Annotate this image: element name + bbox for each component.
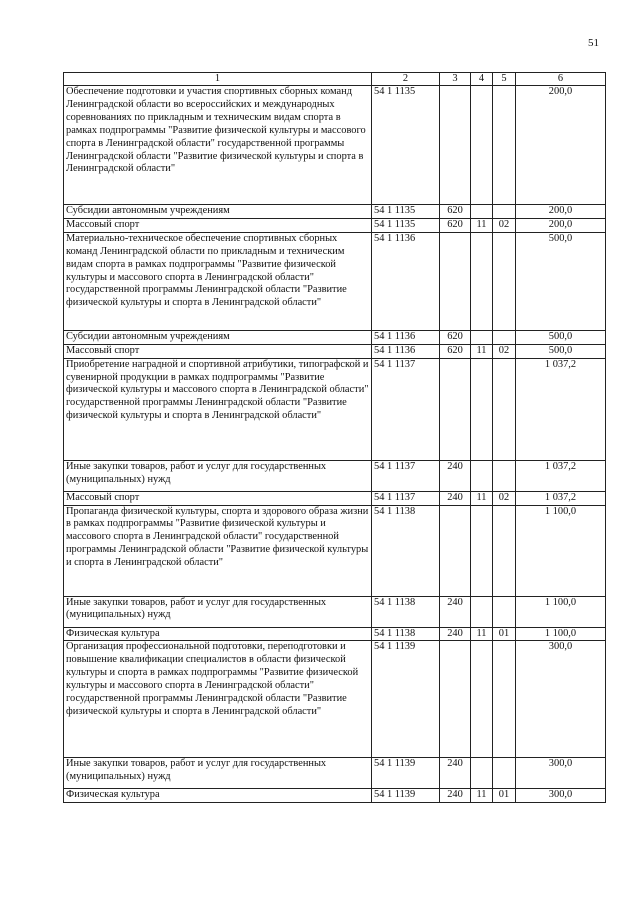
table-row [64, 758, 606, 789]
section-code [471, 596, 493, 627]
target-article-code: 54 1 1139 [372, 758, 440, 789]
budget-table [63, 72, 606, 803]
amount: 200,0 [516, 205, 606, 219]
amount: 300,0 [516, 641, 606, 758]
amount: 1 100,0 [516, 627, 606, 641]
amount: 500,0 [516, 330, 606, 344]
section-code [471, 86, 493, 205]
subsection-code [493, 358, 516, 460]
subsection-code: 01 [493, 789, 516, 803]
amount: 1 037,2 [516, 358, 606, 460]
row-description: Массовый спорт [64, 491, 372, 505]
table-row [64, 491, 606, 505]
table-row [64, 460, 606, 491]
expense-type-code: 620 [440, 330, 471, 344]
expense-type-code [440, 505, 471, 596]
target-article-code: 54 1 1135 [372, 205, 440, 219]
table-row [64, 344, 606, 358]
section-code [471, 758, 493, 789]
target-article-code: 54 1 1138 [372, 596, 440, 627]
expense-type-code: 620 [440, 205, 471, 219]
table-header-row [64, 73, 606, 86]
section-code: 11 [471, 491, 493, 505]
amount: 300,0 [516, 789, 606, 803]
section-code: 11 [471, 218, 493, 232]
expense-type-code: 620 [440, 344, 471, 358]
header-cell: 3 [440, 73, 471, 86]
target-article-code: 54 1 1135 [372, 86, 440, 205]
row-description: Иные закупки товаров, работ и услуг для государственных (муниципальных) нужд [64, 758, 372, 789]
amount: 1 037,2 [516, 460, 606, 491]
header-cell: 5 [493, 73, 516, 86]
subsection-code: 02 [493, 344, 516, 358]
expense-type-code: 240 [440, 627, 471, 641]
row-description: Иные закупки товаров, работ и услуг для государственных (муниципальных) нужд [64, 460, 372, 491]
section-code [471, 358, 493, 460]
subsection-code: 02 [493, 491, 516, 505]
expense-type-code [440, 232, 471, 330]
header-cell: 1 [64, 73, 372, 86]
row-description: Пропаганда физической культуры, спорта и здорового образа жизни в рамках подпрограммы "Развитие физической культуры и массового спорта в Ленинградской области" государственной программы Ленинградской области "Развитие физической культуры и спорта в Ленинградской области" [64, 505, 372, 596]
page-number: 51 [588, 37, 599, 49]
row-description: Физическая культура [64, 627, 372, 641]
expense-type-code: 240 [440, 789, 471, 803]
table-row [64, 627, 606, 641]
table-row [64, 596, 606, 627]
expense-type-code: 620 [440, 218, 471, 232]
row-description: Иные закупки товаров, работ и услуг для государственных (муниципальных) нужд [64, 596, 372, 627]
section-code [471, 641, 493, 758]
subsection-code [493, 505, 516, 596]
header-cell: 6 [516, 73, 606, 86]
expense-type-code: 240 [440, 491, 471, 505]
table-row [64, 505, 606, 596]
subsection-code [493, 758, 516, 789]
amount: 300,0 [516, 758, 606, 789]
row-description: Организация профессиональной подготовки, переподготовки и повышение квалификации специалистов в области физической культуры и спорта в рамках подпрограммы "Развитие физической культуры и массового спорта в Ленинградской области" государственной программы Ленинградской области "Развитие физической культуры и спорта в Ленинградской области" [64, 641, 372, 758]
subsection-code [493, 596, 516, 627]
amount: 1 100,0 [516, 596, 606, 627]
expense-type-code: 240 [440, 596, 471, 627]
expense-type-code [440, 86, 471, 205]
subsection-code [493, 232, 516, 330]
table-row [64, 232, 606, 330]
row-description: Субсидии автономным учреждениям [64, 330, 372, 344]
expense-type-code: 240 [440, 460, 471, 491]
subsection-code [493, 86, 516, 205]
amount: 200,0 [516, 218, 606, 232]
target-article-code: 54 1 1138 [372, 627, 440, 641]
amount: 200,0 [516, 86, 606, 205]
target-article-code: 54 1 1137 [372, 460, 440, 491]
header-cell: 2 [372, 73, 440, 86]
target-article-code: 54 1 1136 [372, 232, 440, 330]
section-code: 11 [471, 627, 493, 641]
section-code [471, 460, 493, 491]
section-code: 11 [471, 344, 493, 358]
subsection-code: 02 [493, 218, 516, 232]
target-article-code: 54 1 1136 [372, 330, 440, 344]
section-code [471, 505, 493, 596]
row-description: Массовый спорт [64, 218, 372, 232]
target-article-code: 54 1 1138 [372, 505, 440, 596]
target-article-code: 54 1 1137 [372, 358, 440, 460]
subsection-code [493, 460, 516, 491]
section-code [471, 330, 493, 344]
subsection-code [493, 205, 516, 219]
table-row [64, 641, 606, 758]
section-code [471, 232, 493, 330]
header-cell: 4 [471, 73, 493, 86]
table-row [64, 330, 606, 344]
target-article-code: 54 1 1139 [372, 641, 440, 758]
row-description: Субсидии автономным учреждениям [64, 205, 372, 219]
row-description: Материально-техническое обеспечение спортивных сборных команд Ленинградской области по прикладным и техническим видам спорта в рамках подпрограммы "Развитие физической культуры и массового спорта в Ленинградской области" государственной программы Ленинградской области "Развитие физической культуры и спорта в Ленинградской области" [64, 232, 372, 330]
row-description: Приобретение наградной и спортивной атрибутики, типографской и сувенирной продукции в рамках подпрограммы "Развитие физической культуры и массового спорта в Ленинградской области" государственной программы Ленинградской области "Развитие физической культуры и спорта в Ленинградской области" [64, 358, 372, 460]
table-row [64, 86, 606, 205]
expense-type-code [440, 641, 471, 758]
amount: 500,0 [516, 344, 606, 358]
table-row [64, 789, 606, 803]
subsection-code [493, 330, 516, 344]
table-row [64, 205, 606, 219]
section-code [471, 205, 493, 219]
expense-type-code: 240 [440, 758, 471, 789]
row-description: Массовый спорт [64, 344, 372, 358]
target-article-code: 54 1 1136 [372, 344, 440, 358]
subsection-code: 01 [493, 627, 516, 641]
amount: 1 037,2 [516, 491, 606, 505]
row-description: Физическая культура [64, 789, 372, 803]
row-description: Обеспечение подготовки и участия спортивных сборных команд Ленинградской области во всероссийских и международных соревнованиях по прикладным и техническим видам спорта в рамках подпрограммы "Развитие физической культуры и массового спорта в Ленинградской области" государственной программы Ленинградской области "Развитие физической культуры и спорта в Ленинградской области" [64, 86, 372, 205]
target-article-code: 54 1 1135 [372, 218, 440, 232]
table-row [64, 218, 606, 232]
target-article-code: 54 1 1137 [372, 491, 440, 505]
subsection-code [493, 641, 516, 758]
target-article-code: 54 1 1139 [372, 789, 440, 803]
expense-type-code [440, 358, 471, 460]
table-row [64, 358, 606, 460]
amount: 1 100,0 [516, 505, 606, 596]
amount: 500,0 [516, 232, 606, 330]
section-code: 11 [471, 789, 493, 803]
